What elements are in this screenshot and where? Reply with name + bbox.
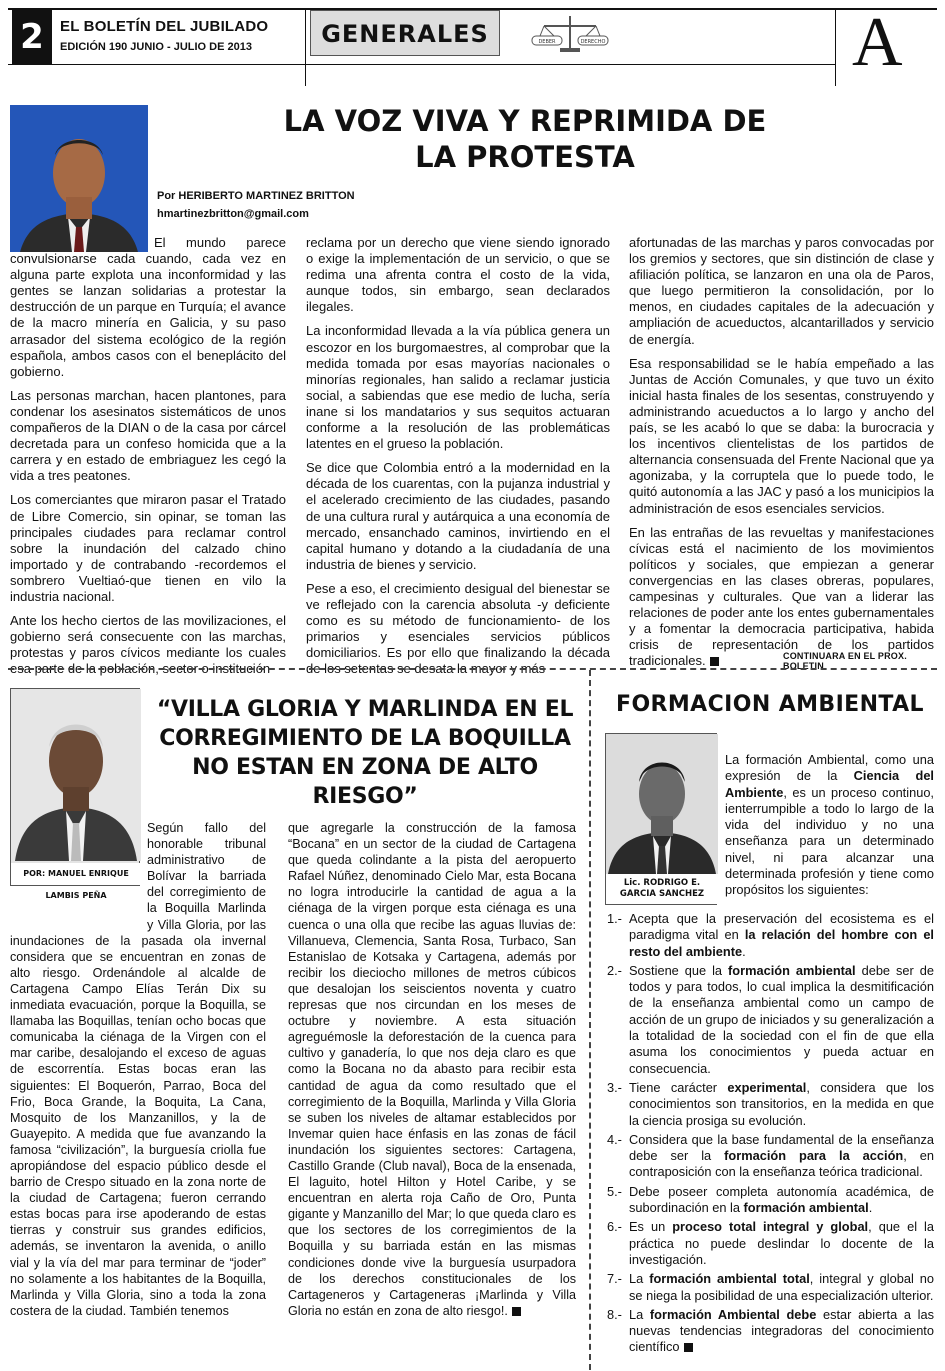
list-item-number: 6.- xyxy=(607,1219,622,1235)
edition-line: EDICIÓN 190 JUNIO - JULIO DE 2013 xyxy=(60,41,252,53)
article1-column-1 xyxy=(10,235,286,677)
article1-paragraph: La inconformidad llevada a la vía pública genera un escozor en los burgomaestres, al comprobar que la medida tomada por esas mayorías nacionales o minorías regionales, han salido a reclamar justicia social, a sabiendas que ese medio de lucha, sería inane si los mandatarios y sus sequitos actuaran conforme a la resolución de las problemáticas latentes en el grueso la población. xyxy=(306,323,610,452)
article2-headline xyxy=(150,695,580,811)
author-photo-garcia xyxy=(605,733,717,905)
list-item-bold: formación para la acción xyxy=(724,1148,904,1164)
article3-list xyxy=(607,911,934,1359)
list-item-text: Debe poseer completa autonomía académica, de subordinación en la xyxy=(629,1183,934,1216)
article1-headline xyxy=(200,103,850,175)
page-header xyxy=(0,0,945,86)
article1-paragraph: reclama por un derecho que viene siendo ignorado o exige la implementación de un servicio, o que se redima una afrenta contra el costo de la vida, aunque todos, sin embargo, sean declarados ilegales. xyxy=(306,235,610,315)
article1-byline: Por HERIBERTO MARTINEZ BRITTON xyxy=(157,190,355,202)
article2-headline-line1: “VILLA GLORIA Y MARLINDA EN EL xyxy=(156,697,574,722)
list-item xyxy=(607,1307,934,1356)
list-item-text: Tiene carácter xyxy=(629,1079,728,1095)
list-item-text: , que el la práctica no puede deslindar lo docente de la investigación. xyxy=(629,1219,935,1267)
list-item xyxy=(607,1271,934,1304)
photo-caption-line: GARCIA SANCHEZ xyxy=(619,889,705,899)
list-item-bold: proceso total integral y global xyxy=(672,1219,869,1235)
end-mark-icon xyxy=(512,1307,521,1316)
article3-intro-bold: Ciencia del Ambiente xyxy=(725,768,934,800)
list-item-text: debe ser de todos y para todos, lo cual implica la desmitificación de la enseñanza ambiental como un campo de acción de un grupo de iniciados y su generalización a la totalidad de la sociedad con el fin de que ella asuma los conocimientos y pueda actuar en consecuencia. xyxy=(629,962,935,1076)
list-item-number: 5.- xyxy=(607,1183,622,1199)
article1-headline-line2: LA PROTESTA xyxy=(415,140,635,174)
section-label: GENERALES xyxy=(321,20,489,48)
list-item-number: 1.- xyxy=(607,911,622,926)
section-label-box xyxy=(310,10,500,56)
list-item xyxy=(607,1219,934,1268)
article2-text: que agregarle la construcción de la famosa “Bocana” en un sector de la ciudad de Cartagena que queda colindante a la pista del aeropuerto Rafael Núñez, denominado Cielo Mar, esta Bocana no logra introducirle la cantidad de agua a la ciénaga de la virgen porque esta ciénaga es una cuenca o una olla que recibe las aguas lluvias de: Villanueva, Clemencia, Santa Rosa, Turbaco, San Estanislao de Kotsaka y Cartagena, además por recibir los dieciocho millones de metros cúbicos que desalojan los seiscientos noventa y cuatro represas que nos circundan en los meses de octubre y noviembre. A esta situación agreguémosle la deforestación de la cuenca para cultivo y ganadería, lo que nos deja claro es que como la Bocana no da abasto para recibir esta cantidad de agua da como resultado que el corregimiento de la Boquilla, Marlinda y Villa Gloria se suben los niveles de altamar establecidos por Invemar quien hace énfasis en las zonas de fácil inundación los siguientes sectores: Cartagena, Castillo Grande (Club naval), Boca de la ensenada, El laguito, hotel Hilton y Hotel Caribe, y se encuentran en alerta roja Caño de Oro, Punta gigante y Manzanillo del Mar; lo que queda claro es que los sectores de los corregimientos de la Boquilla y su barriada están en las mismas condiciones donde vive la burguesía usurpadora de los derechos constitucionales de los Cartageneros y Cartageneras ¡Marlinda y Villa Gloria no están en zona de alto riesgo!. xyxy=(288,821,576,1318)
photo-caption-garcia xyxy=(606,874,718,904)
article3-headline: FORMACION AMBIENTAL xyxy=(616,692,924,717)
article1-paragraph: Se dice que Colombia entró a la modernidad en la década de los cuarentas, con la pujanza industrial y el acelerado crecimiento de las ciudades, pasando de una cultura rural y autárquica a una economía de mercado, ensanchado caminos, invirtiendo en el capital humano y dotando a la ciudadanía de una industria de bienes y servicio. xyxy=(306,460,610,572)
continued-note: CONTINUARA EN EL PROX. BOLETIN xyxy=(783,651,907,671)
list-item-text: La xyxy=(629,1306,650,1322)
article1-paragraph: afortunadas de las marchas y paros convocadas por los gremios y sectores, que sin distinción de clase y afiliación política, se lanzaron en una ola de Paros, que luego permitieron la consolidación, por lo menos, en ciudades capitales de la adecuación y ampliación de acueductos, alcantarillados y servicio de energía. xyxy=(629,235,934,347)
list-item-text: Sostiene que la xyxy=(629,962,729,978)
article2-headline-line2: CORREGIMIENTO DE LA BOQUILLA xyxy=(159,726,571,751)
scales-logo-icon xyxy=(530,12,610,56)
list-item-number: 4.- xyxy=(607,1131,622,1147)
author-photo-martinez xyxy=(10,105,148,252)
photo-caption-lambis: POR: MANUEL ENRIQUE LAMBIS PEÑA xyxy=(11,863,141,885)
photo-wrap-spacer xyxy=(10,820,147,917)
column-divider xyxy=(589,670,591,1370)
article1-paragraph: Las personas marchan, hacen plantones, para condenar los asesinatos sistemáticos de unos compañeros de la DIAN o de la casa por cárcel decretada para un confeso homicida que a la carrera y en estado de embriaguez les cegó la vida a tres peatones. xyxy=(10,387,286,484)
list-item-text: Considera que la base fundamental de la enseñanza debe ser la xyxy=(629,1131,934,1164)
article1-headline-line1: LA VOZ VIVA Y REPRIMIDA DE xyxy=(283,104,767,138)
article2-column-1 xyxy=(10,820,266,1360)
list-item xyxy=(607,1184,934,1217)
publication-name: EL BOLETÍN DEL JUBILADO xyxy=(60,18,269,35)
header-bottom-rule xyxy=(8,64,835,65)
page-letter: A xyxy=(852,4,903,81)
list-item-bold: formación ambiental total xyxy=(649,1271,810,1287)
article1-paragraph: Ante los hecho ciertos de las movilizaciones, el gobierno será consecuente con las marchas, protestas y paros cívicos mediante los cuales esa parte de la población, sector o institución xyxy=(10,613,286,677)
list-item-bold: formación Ambiental debe xyxy=(649,1306,817,1322)
list-item-text: Acepta que la preservación del ecosistema es el paradigma vital en xyxy=(629,911,934,943)
publication-block xyxy=(60,18,268,53)
list-item-number: 8.- xyxy=(607,1306,622,1322)
header-divider-1 xyxy=(305,8,306,86)
article1-email[interactable]: hmartinezbritton@gmail.com xyxy=(157,208,309,220)
list-item-text: estar abierta a las nuevas tendencias integradoras del conocimiento científico xyxy=(629,1306,934,1355)
logo-left-text: DEBER xyxy=(538,39,556,45)
list-item xyxy=(607,963,934,1077)
list-item-bold: formación ambiental xyxy=(743,1200,869,1216)
article1-paragraph: El mundo parece convulsionarse cada cuando, cada vez en alguna parte explota una inconformidad y las gentes se lanzan solidarias a protestar la destrucción de un parque en Turquía; el avance de la macro minería en Galicia, y su paso arrasador del sistema ecológico de la región española, ambos casos con el beneplácito del gobierno. xyxy=(10,235,286,379)
article2-column-2 xyxy=(288,820,576,1319)
list-item-bold: la relación del hombre con el resto del ambiente xyxy=(629,927,934,959)
list-item xyxy=(607,1080,934,1129)
list-item-text: , integral y global no se niega la posibilidad de una especialización ulterior. xyxy=(629,1271,934,1303)
list-item-number: 7.- xyxy=(607,1271,622,1287)
list-item-text: . xyxy=(742,943,746,959)
logo-right-text: DERECHO xyxy=(580,39,606,45)
article2-headline-line3: NO ESTAN EN ZONA DE ALTO RIESGO” xyxy=(192,755,538,809)
list-item-text: La xyxy=(629,1271,650,1287)
list-item-number: 3.- xyxy=(607,1079,622,1095)
end-mark-icon xyxy=(710,657,719,666)
list-item-text: Es un xyxy=(629,1219,673,1235)
list-item-bold: formación ambiental xyxy=(728,962,856,978)
purposes-list xyxy=(607,911,934,1356)
article3-intro-text: , es un proceso continuo, ienterrumpible a todo lo largo de la vida del individuo y no una enseñanza para un determinado nivel, ni para alcanzar una determinada profesión y tiene como propósitos los siguientes: xyxy=(725,784,934,898)
article2-text: Según fallo del honorable tribunal administrativo de Bolívar la barriada del corregimiento de la Boquilla Marlinda y Villa Gloria, por las inundaciones de la pasada ola invernal considera que se encuentran en zonas de alto riesgo. Ordenándole al alcalde de Cartagena Campo Elías Terán Dix su inmediata evacuación, porque la Boquilla, se llamaba las Boquillas, tenían ocho bocas que comunicaba la ciénaga de la Virgen con el mar caribe, desalojando el exceso de aguas de escorrentía. Estas bocas eran las siguientes: El Boquerón, Parrao, Boca del Frio, Boca Grande, la Boquita, La Cana, Mosquito de los Manzanillos, y la de Guayepito. A medida que fue avanzando la famosa “civilización”, la burguesía criolla fue apropiándose del espacio público desde el barrio de Crespo situado en la zona norte de la ciudad de Cartagena; fueron cerrando estas bocas para irse apoderando de estas tierras y construir sus grandes edificios, además, se inventaron la avenida, o anillo vial y la vía del mar para terminar de “joder” no solamente a los habitantes de la Boquilla, Marlinda y Villa Gloria, sino a toda la zona costera de la ciudad. También tenemos xyxy=(10,821,266,1318)
end-mark-icon xyxy=(684,1343,693,1352)
article3-intro-text: La formación Ambiental, como una expresión de la xyxy=(725,752,934,784)
section-divider xyxy=(8,668,937,670)
list-item-text: , considera que los conocimientos son transitorios, en la medida en que la ciencia prosiga su evolución. xyxy=(629,1079,934,1128)
article3-intro xyxy=(725,752,934,899)
article1-paragraph: Los comerciantes que miraron pasar el Tratado de Libre Comercio, sin opinar, se toman las principales ciudades para reclamar control sobre la inundación del calzado chino importado y de contrabando -recordemos el sombrero Vueltiaó-que tienen en vilo la industria nacional. xyxy=(10,492,286,604)
article1-column-2 xyxy=(306,235,610,677)
article1-column-3 xyxy=(629,235,934,669)
list-item xyxy=(607,911,934,960)
list-item-text: . xyxy=(868,1200,873,1216)
list-item-text: , en contraposición con la enseñanza teórica tradicional. xyxy=(629,1148,934,1180)
page-number: 2 xyxy=(12,10,52,64)
list-item xyxy=(607,1132,934,1181)
photo-caption-line: Lic. RODRIGO E. xyxy=(623,878,701,888)
list-item-number: 2.- xyxy=(607,962,622,978)
header-divider-2 xyxy=(835,8,836,86)
list-item-bold: experimental xyxy=(727,1079,807,1095)
article1-paragraph-text: En las entrañas de las revueltas y manifestaciones cívicas está el nacimiento de los movimientos políticos y sociales, que empiezan a generar convergencias en las clases obreras, populares, campesinas y culturales. Que van a liderar las relaciones de poder ante los entes gubernamentales y a fomentar la democracia participativa, habida crisis de representación de los partidos tradicionales. xyxy=(629,524,934,669)
article1-paragraph xyxy=(629,525,934,670)
article1-paragraph: Esa responsabilidad se le había empeñado a las Juntas de Acción Comunales, y que tuvo un éxito inicial hasta finales de los sesentas, construyendo y administrando acueductos a lo largo y ancho del país, se les acabó lo que se daba: la burocracia y los incentivos clientelistas de los partidos de alternancia consensuada del Frente Nacional que ya agonizaba, y la corruptela que lo puede todo, le quitó autonomía a las JAC y pasó a los municipios la administración de esos esenciales servicios. xyxy=(629,355,934,516)
article1-paragraph: Pese a eso, el crecimiento desigual del bienestar se ve reflejado con la carencia absoluta -y deficiente como es su método de funcionamiento- de los primarios y esenciales servicios públicos domiciliarios. Es por ello que finalizando la década de los setentas se desata la mayor y más xyxy=(306,580,610,677)
